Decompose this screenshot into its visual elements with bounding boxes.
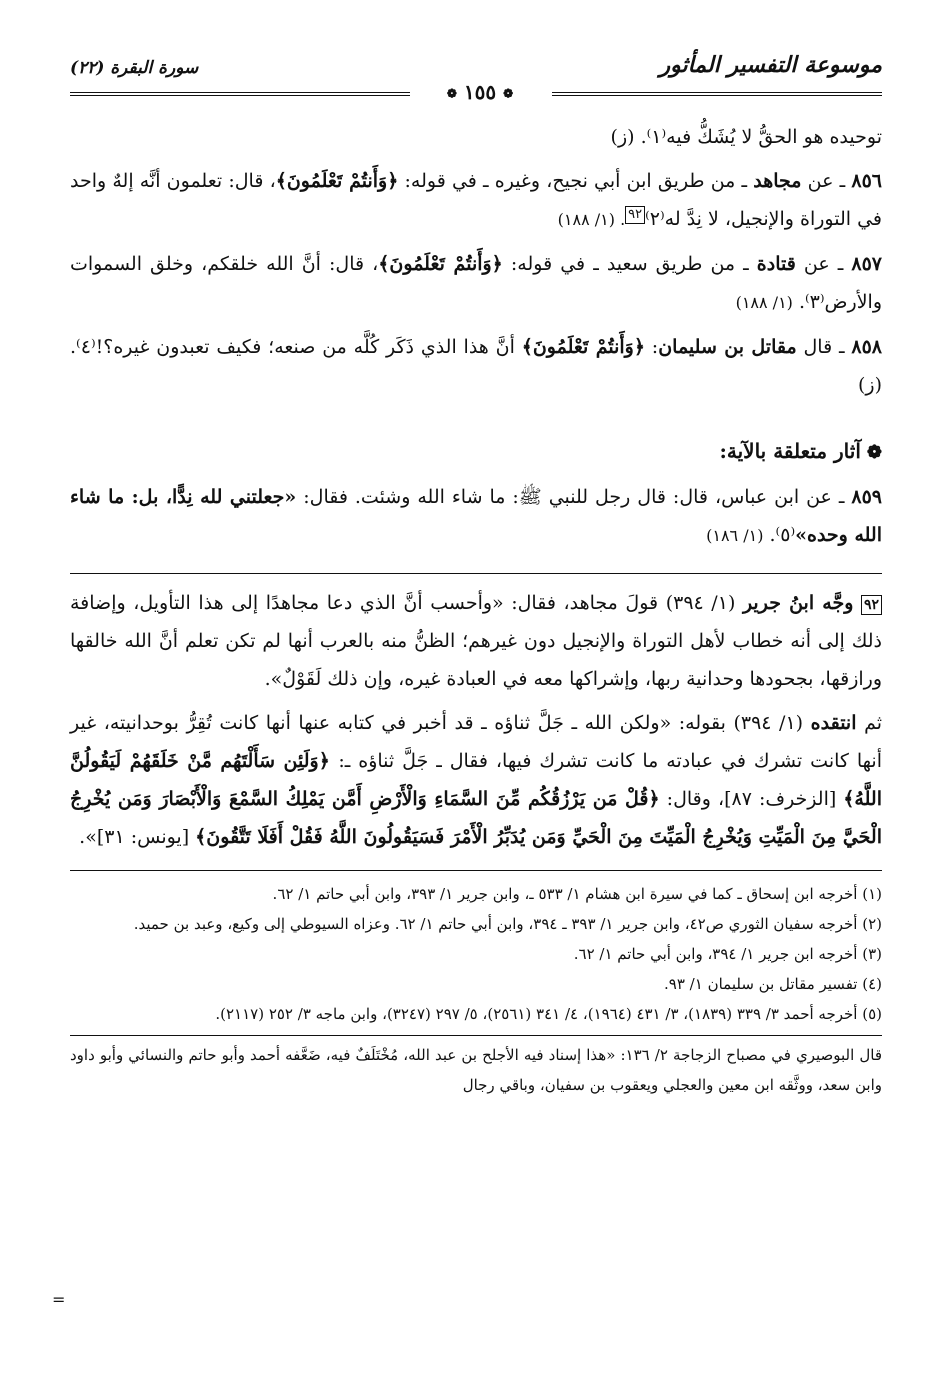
comment-bold: انتقده [810, 712, 857, 734]
footnote-4: (٤) تفسير مقاتل بن سليمان ١/ ٩٣. [664, 975, 882, 993]
flower-icon: ❁ [866, 442, 882, 463]
narration-number: ٨٥٨ [851, 336, 882, 358]
book-title: موسوعة التفسير المأثور [659, 52, 882, 78]
narrator-name: مقاتل بن سليمان [658, 336, 797, 358]
narration-text: ، قال: أنَّ الله خلقكم، وخلق السموات والأرض⁽٣⁾. [70, 253, 882, 313]
footnote-5: (٥) أخرجه أحمد ٣/ ٣٣٩ (١٨٣٩)، ٣/ ٤٣١ (١٩٦٤)، ٤/ ٣٤١ (٢٥٦١)، ٥/ ٢٩٧ (٣٢٤٧)، وابن ماجه ٣/ ٢٥٢ (٢١١٧). [215, 1005, 882, 1023]
section-heading-text: آثار متعلقة بالآية: [719, 439, 861, 463]
page-number-block [410, 80, 550, 104]
comment-number-tag: ٩٢ [861, 595, 882, 615]
narration-number: ٨٥٩ [851, 486, 882, 508]
narration-number: ٨٥٧ [851, 253, 882, 275]
paragraph-continuation: توحيده هو الحقُّ لا يُشَكُّ فيه⁽١⁾. (ز) [610, 126, 882, 148]
quran-quote: ﴿وَأَنتُمْ تَعْلَمُونَ﴾ [275, 170, 399, 192]
quran-quote: ﴿وَأَنتُمْ تَعْلَمُونَ﴾ [378, 253, 503, 275]
page-header [70, 48, 882, 104]
narration-text: ـ من طريق ابن أبي نجيح، وغيره ـ في قوله: [398, 170, 754, 192]
narration-text: ، قال: تعلمون أنَّه إلهٌ واحد في التوراة والإنجيل، لا نِدَّ له⁽٢⁾ [70, 170, 882, 230]
comment-paragraph-2 [70, 704, 882, 856]
comment-separator [70, 573, 882, 574]
volume-ref: . (١/ ١٨٨) [557, 210, 626, 229]
page-number: ١٥٥ [463, 80, 497, 104]
comment-text: (١/ ٣٩٤) بقوله: «ولكن الله ـ جَلَّ ثناؤه ـ قد أخبر في كتابه عنها أنها كانت تُقِرُّ بوحدانيته، غير أنها كانت تشرك في عبادته ما كانت تشرك فيها، فقال ـ جَلَّ ثناؤه ـ: [70, 712, 882, 772]
narrator-name: مجاهد [753, 170, 802, 192]
header-rule-left [70, 92, 410, 96]
main-text [70, 118, 882, 555]
volume-ref: (١/ ١٨٨) [735, 293, 793, 312]
hadith-quote: «جعلتني لله نِدًّا، بل: ما شاء الله وحده» [70, 486, 882, 546]
ornament-icon: ❁ [503, 86, 514, 101]
footnote-inner-separator [70, 1035, 882, 1036]
surah-ref: [يونس: ٣١]». [79, 826, 196, 848]
continuation-mark: = [52, 1290, 66, 1309]
narration-text: ـ عن [795, 253, 852, 275]
comment-bold: وجَّه ابنُ جرير [742, 592, 854, 614]
page [70, 48, 882, 1100]
quran-quote: ﴿وَأَنتُمْ تَعْلَمُونَ﴾ [521, 336, 645, 358]
narration-text: : [644, 336, 659, 358]
narration-text: ـ قال [796, 336, 852, 358]
narration-text: ⁽٥⁾. [763, 524, 796, 546]
comment-text: (١/ ٣٩٤) قولَ مجاهد، فقال: «وأحسب أنَّ الذي دعا مجاهدًا إلى هذا التأويل، وإضافة ذلك إلى أنه خطاب لأهل التوراة والإنجيل دون غيرهم؛ الظنُّ منه بالعرب أنها لم تكن تعلم أنَّ الله خالقها ورازقها، بجحودها وحدانية ربها، وإشراكها معه في العبادة غيره، وإن ذلك لَقَوْلٌ». [70, 592, 882, 690]
section-heading [70, 432, 882, 472]
quran-quote: ﴿وَلَئِن سَأَلْتَهُم مَّنْ خَلَقَهُمْ لَيَقُولُنَّ اللَّهُ﴾ [70, 750, 882, 810]
footnotes [70, 879, 882, 1100]
comment-ref-tag: ٩٢ [625, 206, 645, 224]
narration-text: أنَّ هذا الذي ذَكَر كُلَّه من صنعه؛ فكيف تعبدون غيره؟!⁽٤⁾. (ز) [70, 336, 882, 396]
ornament-icon: ❁ [446, 86, 457, 101]
footnote-separator [70, 870, 882, 871]
surah-title: سورة البقرة (٢٢) [70, 58, 199, 78]
narration-859 [70, 478, 882, 555]
commentary-block [70, 584, 882, 856]
narration-858 [70, 328, 882, 404]
comment-text: ثم [856, 712, 882, 734]
volume-ref: (١/ ١٨٦) [706, 526, 764, 545]
narration-856 [70, 162, 882, 239]
narration-857 [70, 245, 882, 322]
comment-paragraph-1 [70, 584, 882, 698]
header-rule-right [552, 92, 882, 96]
narration-number: ٨٥٦ [851, 170, 882, 192]
footnote-1: (١) أخرجه ابن إسحاق ـ كما في سيرة ابن هشام ١/ ٥٣٣ ـ، وابن جرير ١/ ٣٩٣، وابن أبي حاتم ١/ ٦٢. [272, 885, 882, 903]
footnote-2: (٢) أخرجه سفيان الثوري ص٤٢، وابن جرير ١/ ٣٩٣ ـ ٣٩٤، وابن أبي حاتم ١/ ٦٢. وعزاه السيوطي إلى وكيع، وعبد بن حميد. [133, 915, 882, 933]
quran-quote: ﴿قُلْ مَن يَرْزُقُكُم مِّنَ السَّمَاءِ وَالْأَرْضِ أَمَّن يَمْلِكُ السَّمْعَ وَالْأَبْصَارَ وَمَن يُخْرِجُ الْحَيَّ مِنَ الْمَيِّتِ وَيُخْرِجُ الْمَيِّتَ مِنَ الْحَيِّ وَمَن يُدَبِّرُ الْأَمْرَ فَسَيَقُولُونَ اللَّهُ فَقُلْ أَفَلَا تَتَّقُونَ﴾ [70, 788, 882, 848]
narration-text: ـ من طريق سعيد ـ في قوله: [502, 253, 757, 275]
narration-text: ـ عن ابن عباس، قال: قال رجل للنبي ﷺ: ما شاء الله وشئت. فقال: [296, 486, 852, 508]
surah-ref: [الزخرف: ٨٧]، وقال: [659, 788, 844, 810]
footnote-extra: قال البوصيري في مصباح الزجاجة ٢/ ١٣٦: «هذا إسناد فيه الأجلح بن عبد الله، مُخْتَلَفٌ فيه، ضَعَّفه أحمد وأبو حاتم والنسائي وأبو داود وابن سعد، ووثَّقه ابن معين والعجلي ويعقوب بن سفيان، وباقي رجال [70, 1046, 882, 1094]
narration-text: ـ عن [801, 170, 852, 192]
narrator-name: قتادة [756, 253, 796, 275]
footnote-3: (٣) أخرجه ابن جرير ١/ ٣٩٤، وابن أبي حاتم ١/ ٦٢. [573, 945, 882, 963]
